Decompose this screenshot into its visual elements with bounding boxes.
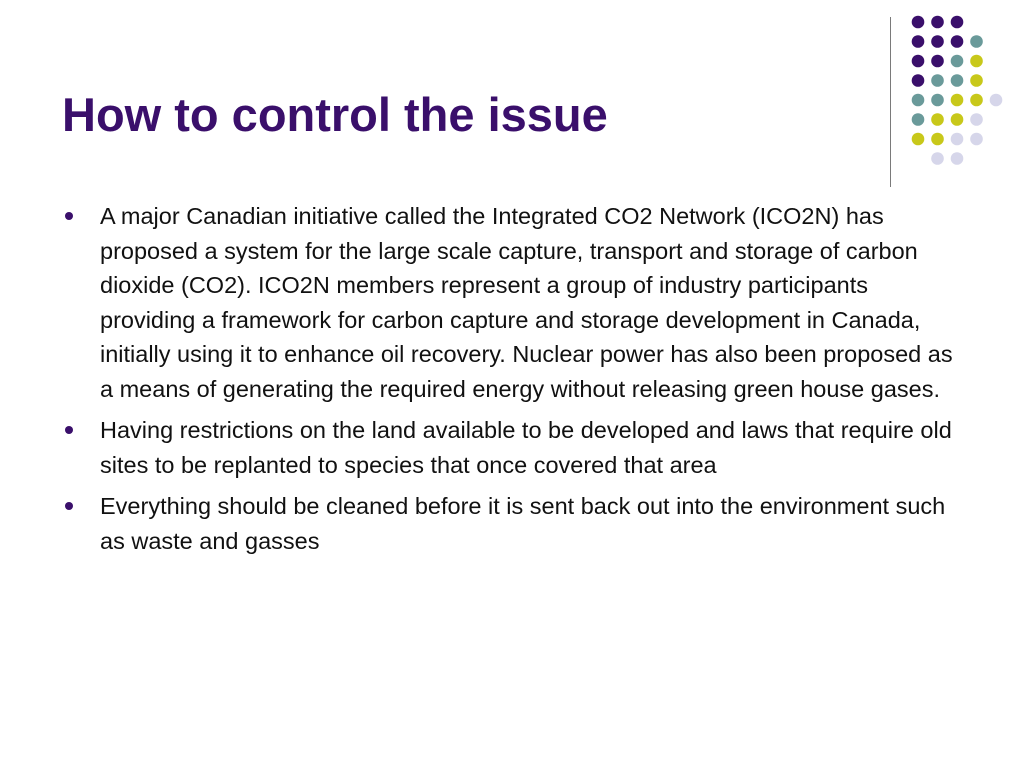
decorative-dot-lavender bbox=[970, 113, 983, 126]
decorative-dot-purple bbox=[912, 35, 925, 48]
decorative-dot-yellow bbox=[970, 55, 983, 68]
decorative-dot-yellow bbox=[931, 113, 944, 126]
decorative-dot-purple bbox=[951, 35, 964, 48]
decorative-dot-yellow bbox=[970, 94, 983, 107]
bullet-dot-icon bbox=[65, 212, 73, 220]
decorative-dot-teal bbox=[931, 94, 944, 107]
bullet-text: A major Canadian initiative called the Integrated CO2 Network (ICO2N) has proposed a system for the large scale capture, transport and storage of carbon dioxide (CO2). ICO2N members represent a group of industry participants providing a framework for carbon capture and storage development in Canada, initially using it to enhance oil recovery. Nuclear power has also been proposed as a means of generating the required energy without releasing green house gases. bbox=[100, 203, 953, 402]
decorative-dot-yellow bbox=[970, 74, 983, 87]
vertical-divider-line bbox=[890, 17, 891, 187]
bullet-text: Having restrictions on the land available to be developed and laws that require old sites to be replanted to species that once covered that area bbox=[100, 417, 952, 478]
decorative-dot-yellow bbox=[912, 133, 925, 146]
decorative-dot-teal bbox=[931, 74, 944, 87]
decorative-dot-yellow bbox=[951, 94, 964, 107]
decorative-dot-lavender bbox=[951, 152, 964, 165]
decorative-dot-teal bbox=[912, 113, 925, 126]
decorative-dot-purple bbox=[912, 74, 925, 87]
bullet-text: Everything should be cleaned before it is sent back out into the environment such as waste and gasses bbox=[100, 493, 946, 554]
bullet-dot-icon bbox=[65, 502, 73, 510]
decorative-dot-purple bbox=[931, 55, 944, 68]
decorative-dot-lavender bbox=[951, 133, 964, 146]
slide-title: How to control the issue bbox=[62, 88, 608, 141]
bullet-item bbox=[62, 199, 962, 406]
bullet-item bbox=[62, 413, 962, 482]
decorative-dot-yellow bbox=[931, 133, 944, 146]
decorative-dot-teal bbox=[951, 74, 964, 87]
decorative-dot-purple bbox=[912, 55, 925, 68]
decorative-dot-teal bbox=[912, 94, 925, 107]
decorative-dot-purple bbox=[951, 16, 964, 29]
decorative-dot-purple bbox=[931, 16, 944, 29]
decorative-dot-lavender bbox=[931, 152, 944, 165]
bullet-item bbox=[62, 489, 962, 558]
decorative-dot-lavender bbox=[990, 94, 1003, 107]
decorative-dot-lavender bbox=[970, 133, 983, 146]
decorative-dot-purple bbox=[931, 35, 944, 48]
bullet-list bbox=[62, 199, 962, 565]
decorative-dot-purple bbox=[912, 16, 925, 29]
decorative-dot-yellow bbox=[951, 113, 964, 126]
bullet-dot-icon bbox=[65, 426, 73, 434]
decorative-dot-teal bbox=[970, 35, 983, 48]
decorative-dot-teal bbox=[951, 55, 964, 68]
